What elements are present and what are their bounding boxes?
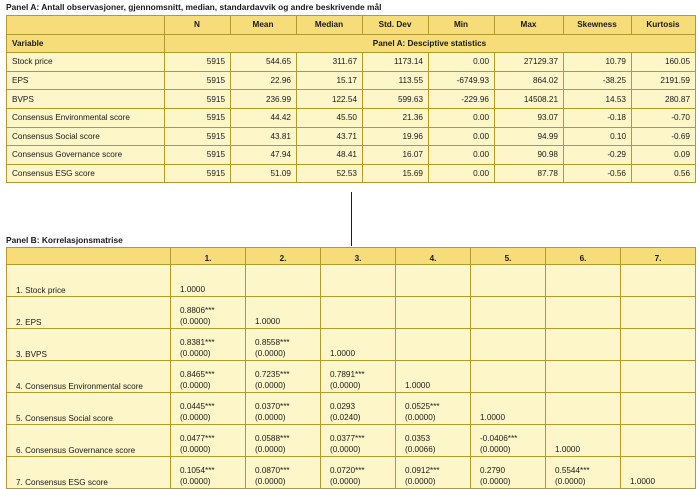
- table-row: [7, 329, 696, 361]
- correlation-cell: [471, 297, 546, 329]
- column-header: 3.: [321, 248, 396, 265]
- correlation-cell: [396, 393, 471, 425]
- stat-value: 0.00: [429, 108, 495, 127]
- correlation-coefficient: 0.0870***: [255, 466, 290, 475]
- correlation-cell: [321, 457, 396, 489]
- correlation-coefficient: 0.0720***: [330, 466, 365, 475]
- correlation-cell: [621, 329, 696, 361]
- stat-value: 5915: [165, 127, 231, 146]
- variable-label: Consensus Social score: [7, 127, 165, 146]
- stat-value: 122.54: [297, 90, 363, 109]
- stat-value: 5915: [165, 53, 231, 72]
- column-header: N: [165, 16, 231, 35]
- table-row: [7, 361, 696, 393]
- stat-value: 5915: [165, 164, 231, 183]
- p-value: (0.0000): [555, 477, 586, 486]
- p-value: (0.0000): [180, 349, 211, 358]
- stat-value: 113.55: [363, 71, 429, 90]
- stat-value: 43.81: [231, 127, 297, 146]
- column-header: 4.: [396, 248, 471, 265]
- correlation-cell: [621, 265, 696, 297]
- stat-value: 0.56: [632, 164, 696, 183]
- stat-value: -0.70: [632, 108, 696, 127]
- column-header: Kurtosis: [632, 16, 696, 35]
- variable-label: 7. Consensus ESG score: [7, 457, 171, 489]
- table-row: [7, 90, 696, 109]
- connector-line: [351, 192, 352, 246]
- correlation-cell: [396, 361, 471, 393]
- header-spacer: [7, 16, 165, 35]
- stat-value: 5915: [165, 146, 231, 165]
- column-header: 7.: [621, 248, 696, 265]
- correlation-cell: [471, 329, 546, 361]
- variable-label: 6. Consensus Governance score: [7, 425, 171, 457]
- stat-value: 1173.14: [363, 53, 429, 72]
- correlation-cell: [546, 265, 621, 297]
- stat-value: 160.05: [632, 53, 696, 72]
- correlation-cell: [546, 297, 621, 329]
- stat-value: -0.69: [632, 127, 696, 146]
- table-row: [7, 297, 696, 329]
- correlation-cell: [246, 297, 321, 329]
- column-header: Mean: [231, 16, 297, 35]
- stat-value: 51.09: [231, 164, 297, 183]
- header-spacer: [7, 248, 171, 265]
- correlation-cell: [321, 393, 396, 425]
- variable-label: EPS: [7, 71, 165, 90]
- correlation-coefficient: -0.0406***: [480, 434, 518, 443]
- p-value: (0.0000): [480, 445, 511, 454]
- table-b-header-row: [7, 248, 696, 265]
- correlation-cell: [171, 457, 246, 489]
- p-value: (0.0000): [180, 445, 211, 454]
- stat-value: 16.07: [363, 146, 429, 165]
- column-header: Max: [495, 16, 564, 35]
- stat-value: 544.65: [231, 53, 297, 72]
- stat-value: 0.00: [429, 53, 495, 72]
- stat-value: 27129.37: [495, 53, 564, 72]
- panel-b-title: Panel B: Korrelasjonsmatrise: [6, 235, 123, 245]
- variable-label: Stock price: [7, 53, 165, 72]
- stat-value: 5915: [165, 108, 231, 127]
- correlation-coefficient: 0.5544***: [555, 466, 590, 475]
- correlation-cell: [246, 457, 321, 489]
- column-header: 5.: [471, 248, 546, 265]
- correlation-cell: [621, 457, 696, 489]
- correlation-coefficient: 1.0000: [555, 445, 581, 454]
- correlation-cell: [396, 297, 471, 329]
- variable-label: BVPS: [7, 90, 165, 109]
- p-value: (0.0066): [405, 445, 436, 454]
- variable-label: 1. Stock price: [7, 265, 171, 297]
- correlation-coefficient: 0.0525***: [405, 402, 440, 411]
- correlation-cell: [321, 361, 396, 393]
- correlation-cell: [546, 393, 621, 425]
- variable-label: Consensus Governance score: [7, 146, 165, 165]
- table-row: [7, 53, 696, 72]
- correlation-coefficient: 1.0000: [255, 317, 281, 326]
- correlation-coefficient: 0.0353: [405, 434, 431, 443]
- panel-a-title: Panel A: Antall observasjoner, gjennomsnitt, median, standardavvik og andre beskrivende mål: [6, 2, 382, 12]
- stat-value: 14508.21: [495, 90, 564, 109]
- correlation-cell: [171, 425, 246, 457]
- correlation-cell: [621, 361, 696, 393]
- correlation-coefficient: 1.0000: [405, 381, 431, 390]
- correlation-coefficient: 0.0293: [330, 402, 356, 411]
- stat-value: 93.07: [495, 108, 564, 127]
- stat-value: -0.18: [564, 108, 632, 127]
- p-value: (0.0000): [180, 317, 211, 326]
- correlation-coefficient: 0.8465***: [180, 370, 215, 379]
- panel-a-subtitle: Panel A: Desciptive statistics: [165, 34, 696, 53]
- stat-value: 52.53: [297, 164, 363, 183]
- p-value: (0.0000): [330, 445, 361, 454]
- stat-value: -0.56: [564, 164, 632, 183]
- stat-value: 45.50: [297, 108, 363, 127]
- table-row: [7, 71, 696, 90]
- p-value: (0.0000): [255, 413, 286, 422]
- stat-value: 0.10: [564, 127, 632, 146]
- correlation-cell: [621, 297, 696, 329]
- p-value: (0.0000): [255, 349, 286, 358]
- stat-value: 5915: [165, 71, 231, 90]
- stat-value: 22.96: [231, 71, 297, 90]
- stat-value: 864.02: [495, 71, 564, 90]
- correlation-cell: [246, 393, 321, 425]
- variable-label: Consensus Environmental score: [7, 108, 165, 127]
- p-value: (0.0240): [330, 413, 361, 422]
- variable-label: Consensus ESG score: [7, 164, 165, 183]
- correlation-cell: [621, 425, 696, 457]
- column-header: 2.: [246, 248, 321, 265]
- correlation-cell: [621, 393, 696, 425]
- column-header: 6.: [546, 248, 621, 265]
- correlation-coefficient: 0.8381***: [180, 338, 215, 347]
- correlation-cell: [171, 361, 246, 393]
- column-header: Skewness: [564, 16, 632, 35]
- correlation-cell: [246, 329, 321, 361]
- descriptive-statistics-table: [6, 15, 696, 183]
- stat-value: -38.25: [564, 71, 632, 90]
- p-value: (0.0000): [180, 381, 211, 390]
- correlation-cell: [471, 361, 546, 393]
- correlation-cell: [546, 329, 621, 361]
- variable-label: 5. Consensus Social score: [7, 393, 171, 425]
- correlation-cell: [546, 361, 621, 393]
- correlation-cell: [546, 457, 621, 489]
- correlation-coefficient: 1.0000: [330, 349, 356, 358]
- p-value: (0.0000): [330, 381, 361, 390]
- stat-value: 94.99: [495, 127, 564, 146]
- table-row: [7, 265, 696, 297]
- correlation-coefficient: 1.0000: [480, 413, 506, 422]
- correlation-cell: [246, 361, 321, 393]
- column-header: 1.: [171, 248, 246, 265]
- correlation-cell: [321, 425, 396, 457]
- correlation-cell: [321, 297, 396, 329]
- correlation-cell: [246, 265, 321, 297]
- p-value: (0.0000): [255, 381, 286, 390]
- stat-value: 2191.59: [632, 71, 696, 90]
- correlation-coefficient: 0.7235***: [255, 370, 290, 379]
- stat-value: 311.67: [297, 53, 363, 72]
- table-row: [7, 164, 696, 183]
- stat-value: 15.69: [363, 164, 429, 183]
- stat-value: 90.98: [495, 146, 564, 165]
- stat-value: 44.42: [231, 108, 297, 127]
- correlation-coefficient: 0.0370***: [255, 402, 290, 411]
- table-row: [7, 127, 696, 146]
- correlation-coefficient: 0.0445***: [180, 402, 215, 411]
- correlation-coefficient: 0.0377***: [330, 434, 365, 443]
- p-value: (0.0000): [255, 445, 286, 454]
- stat-value: 236.99: [231, 90, 297, 109]
- stat-value: 43.71: [297, 127, 363, 146]
- variable-header: Variable: [7, 34, 165, 53]
- stat-value: 21.36: [363, 108, 429, 127]
- correlation-cell: [171, 329, 246, 361]
- stat-value: -0.29: [564, 146, 632, 165]
- stat-value: 0.09: [632, 146, 696, 165]
- stat-value: 280.87: [632, 90, 696, 109]
- correlation-coefficient: 0.0477***: [180, 434, 215, 443]
- p-value: (0.0000): [480, 477, 511, 486]
- stat-value: -229.96: [429, 90, 495, 109]
- correlation-coefficient: 0.8558***: [255, 338, 290, 347]
- stat-value: 599.63: [363, 90, 429, 109]
- correlation-coefficient: 0.0912***: [405, 466, 440, 475]
- correlation-coefficient: 0.0588***: [255, 434, 290, 443]
- stat-value: 14.53: [564, 90, 632, 109]
- p-value: (0.0000): [405, 477, 436, 486]
- correlation-cell: [246, 425, 321, 457]
- correlation-cell: [471, 265, 546, 297]
- correlation-cell: [396, 329, 471, 361]
- stat-value: 87.78: [495, 164, 564, 183]
- variable-label: 3. BVPS: [7, 329, 171, 361]
- p-value: (0.0000): [180, 413, 211, 422]
- variable-label: 2. EPS: [7, 297, 171, 329]
- correlation-matrix-table: [6, 247, 696, 489]
- p-value: (0.0000): [255, 477, 286, 486]
- correlation-coefficient: 0.1054***: [180, 466, 215, 475]
- correlation-cell: [471, 457, 546, 489]
- correlation-cell: [471, 425, 546, 457]
- correlation-coefficient: 1.0000: [630, 477, 656, 486]
- correlation-coefficient: 1.0000: [180, 285, 206, 294]
- correlation-cell: [171, 297, 246, 329]
- correlation-cell: [396, 265, 471, 297]
- stat-value: 0.00: [429, 146, 495, 165]
- table-row: [7, 425, 696, 457]
- stat-value: 48.41: [297, 146, 363, 165]
- stat-value: 5915: [165, 90, 231, 109]
- table-row: [7, 393, 696, 425]
- table-a-header-row: [7, 16, 696, 35]
- correlation-cell: [171, 393, 246, 425]
- correlation-cell: [546, 425, 621, 457]
- column-header: Median: [297, 16, 363, 35]
- correlation-cell: [396, 457, 471, 489]
- correlation-coefficient: 0.2790: [480, 466, 506, 475]
- column-header: Std. Dev: [363, 16, 429, 35]
- table-row: [7, 108, 696, 127]
- stat-value: 47.94: [231, 146, 297, 165]
- stat-value: 10.79: [564, 53, 632, 72]
- correlation-cell: [171, 265, 246, 297]
- stat-value: -6749.93: [429, 71, 495, 90]
- correlation-cell: [321, 329, 396, 361]
- variable-label: 4. Consensus Environmental score: [7, 361, 171, 393]
- correlation-cell: [321, 265, 396, 297]
- correlation-cell: [396, 425, 471, 457]
- table-row: [7, 457, 696, 489]
- p-value: (0.0000): [405, 413, 436, 422]
- correlation-coefficient: 0.7891***: [330, 370, 365, 379]
- stat-value: 0.00: [429, 127, 495, 146]
- p-value: (0.0000): [180, 477, 211, 486]
- correlation-coefficient: 0.8806***: [180, 306, 215, 315]
- table-a-subheader-row: [7, 34, 696, 53]
- column-header: Min: [429, 16, 495, 35]
- correlation-cell: [471, 393, 546, 425]
- stat-value: 15.17: [297, 71, 363, 90]
- stat-value: 0.00: [429, 164, 495, 183]
- table-row: [7, 146, 696, 165]
- p-value: (0.0000): [330, 477, 361, 486]
- stat-value: 19.96: [363, 127, 429, 146]
